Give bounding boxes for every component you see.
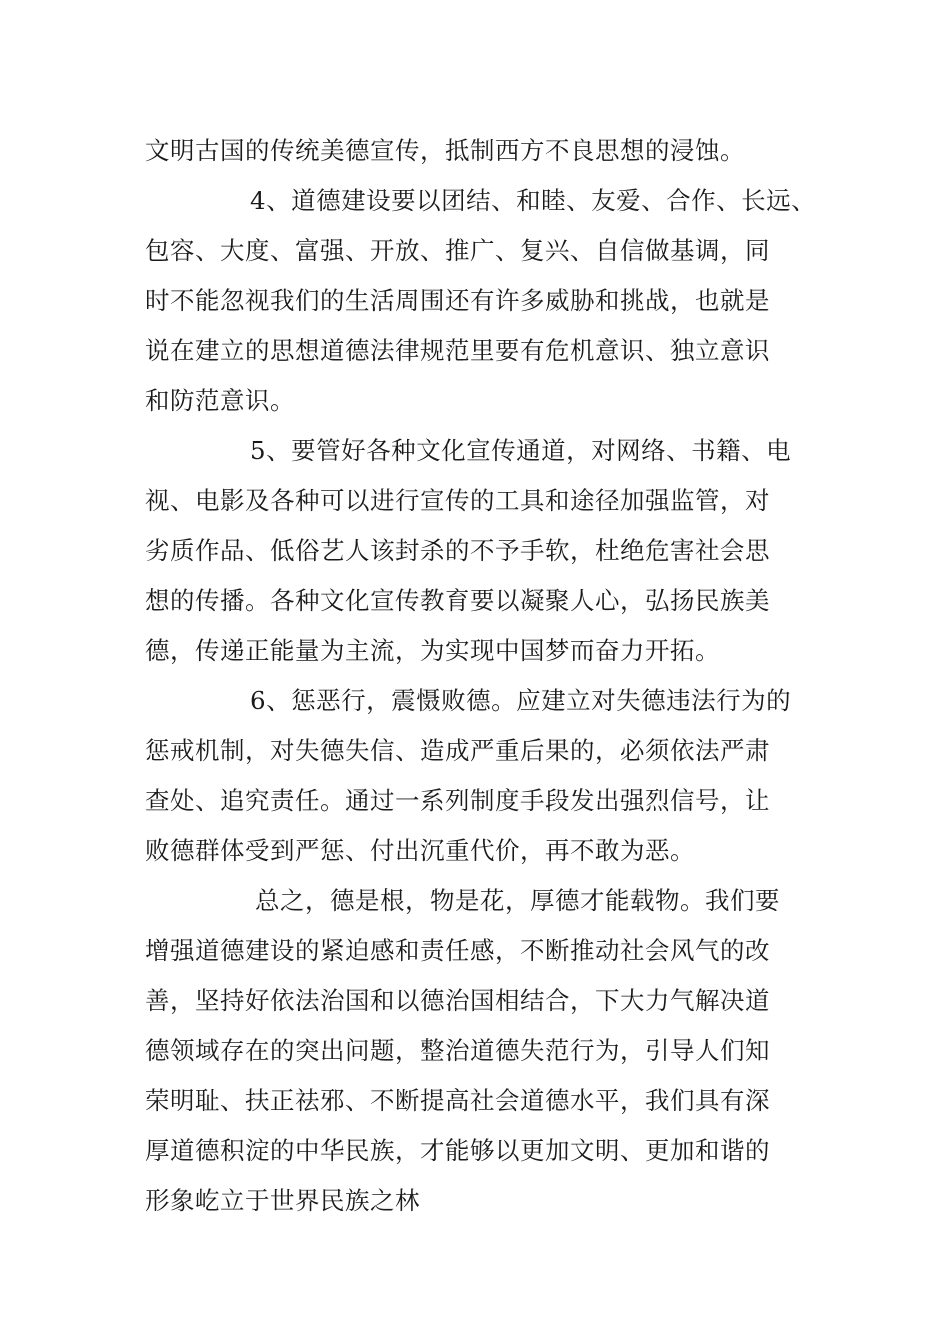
text-line: 6、惩恶行，震慑败德。应建立对失德违法行为的 (250, 686, 792, 715)
text-line: 增强道德建设的紧迫感和责任感，不断推动社会风气的改 (145, 936, 770, 965)
text-line: 荣明耻、扶正祛邪、不断提高社会道德水平，我们具有深 (145, 1086, 770, 1115)
paragraph-conclusion (145, 876, 835, 1226)
text-line: 劣质作品、低俗艺人该封杀的不予手软，杜绝危害社会思 (145, 536, 770, 565)
paragraph-item-6 (145, 676, 835, 876)
text-line: 厚道德积淀的中华民族，才能够以更加文明、更加和谐的 (145, 1136, 770, 1165)
text-line: 说在建立的思想道德法律规范里要有危机意识、独立意识 (145, 336, 770, 365)
text-line: 德领域存在的突出问题，整治道德失范行为，引导人们知 (145, 1036, 770, 1065)
text-line: 败德群体受到严惩、付出沉重代价，再不敢为恶。 (145, 836, 695, 865)
text-line: 包容、大度、富强、开放、推广、复兴、自信做基调，同 (145, 236, 770, 265)
paragraph-continuation (145, 126, 835, 176)
text-line: 善，坚持好依法治国和以德治国相结合，下大力气解决道 (145, 986, 770, 1015)
paragraph-item-5 (145, 426, 835, 676)
text-line: 时不能忽视我们的生活周围还有许多威胁和挑战，也就是 (145, 286, 770, 315)
text-line: 文明古国的传统美德宣传，抵制西方不良思想的浸蚀。 (145, 136, 745, 165)
text-line: 惩戒机制，对失德失信、造成严重后果的，必须依法严肃 (145, 736, 770, 765)
text-line: 查处、追究责任。通过一系列制度手段发出强烈信号，让 (145, 786, 770, 815)
text-line: 德，传递正能量为主流，为实现中国梦而奋力开拓。 (145, 636, 720, 665)
document-body (145, 126, 835, 1226)
text-line: 5、要管好各种文化宣传通道，对网络、书籍、电 (250, 436, 792, 465)
text-line: 总之，德是根，物是花，厚德才能载物。我们要 (255, 886, 780, 915)
text-line: 4、道德建设要以团结、和睦、友爱、合作、长远、 (250, 186, 817, 215)
text-line: 视、电影及各种可以进行宣传的工具和途径加强监管，对 (145, 486, 770, 515)
paragraph-item-4 (145, 176, 835, 426)
text-line: 形象屹立于世界民族之林 (145, 1186, 420, 1215)
text-line: 想的传播。各种文化宣传教育要以凝聚人心，弘扬民族美 (145, 586, 770, 615)
text-line: 和防范意识。 (145, 386, 295, 415)
